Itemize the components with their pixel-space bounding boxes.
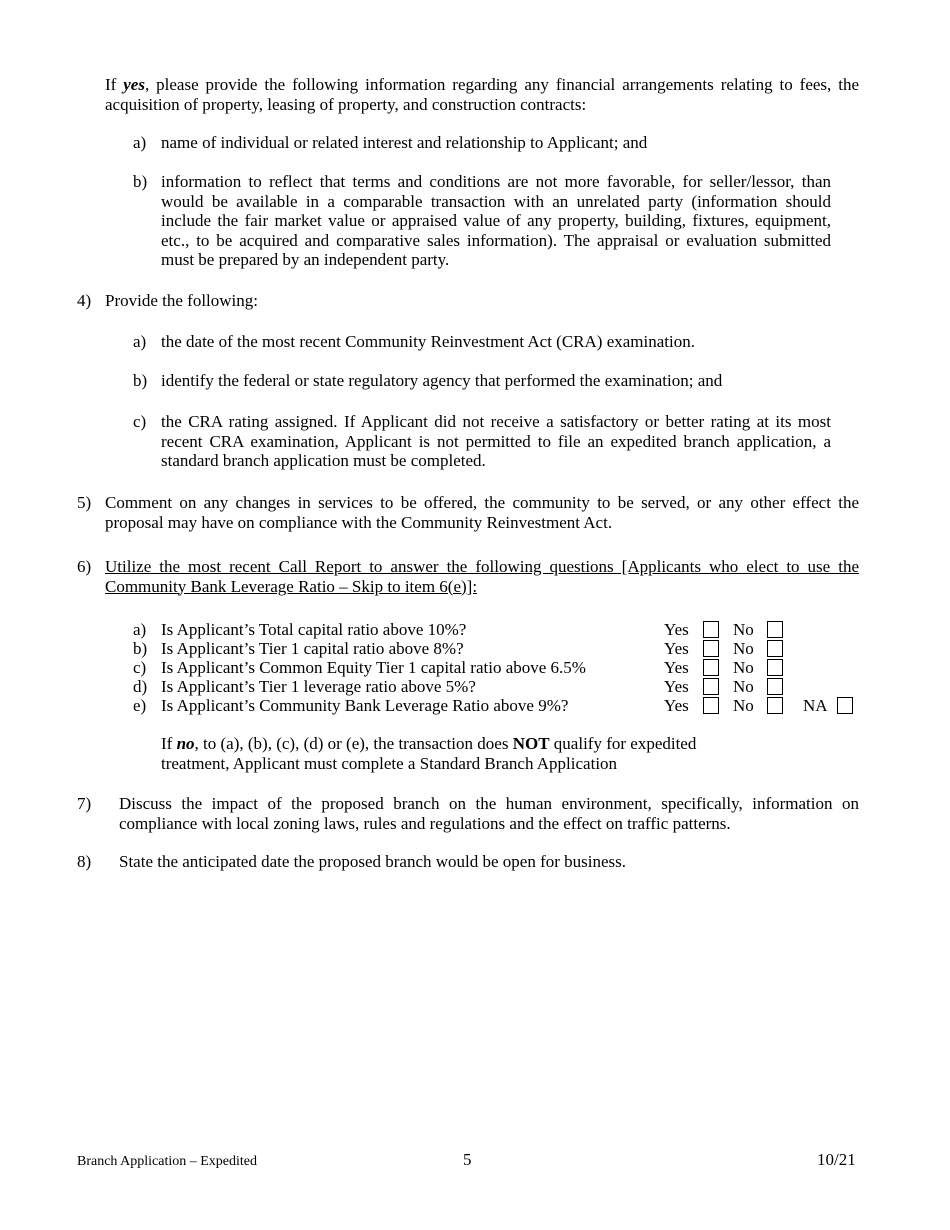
no-label: No [733, 620, 754, 639]
item-number: 6) [77, 557, 92, 576]
na-label: NA [803, 696, 828, 715]
yes-label: Yes [664, 620, 689, 639]
item-text: State the anticipated date the proposed branch would be open for business. [119, 852, 627, 871]
intro-item-b [133, 172, 831, 270]
item-text: name of individual or related interest and relationship to Applicant; and [161, 133, 648, 152]
item-label: a) [133, 133, 147, 152]
intro-emphasis: yes [123, 75, 145, 94]
item-text: Discuss the impact of the proposed branch on the human environment, specifically, information on compliance with local zoning laws, rules and regulations and the effect on traffic patterns. [119, 794, 859, 833]
no-checkbox[interactable] [767, 659, 783, 676]
yes-label: Yes [664, 677, 689, 696]
question-label: b) [133, 639, 148, 658]
item-label: a) [133, 332, 147, 351]
no-label: No [733, 658, 754, 677]
item-7 [77, 794, 859, 833]
question-row-d [133, 677, 863, 696]
item-8 [77, 852, 859, 872]
yes-label: Yes [664, 696, 689, 715]
note-mid: , to (a), (b), (c), (d) or (e), the transaction does [194, 734, 513, 753]
item-text: Comment on any changes in services to be offered, the community to be served, or any other effect the proposal may have on compliance with the Community Reinvestment Act. [105, 493, 859, 532]
question-label: c) [133, 658, 147, 677]
item-number: 4) [77, 291, 92, 310]
intro-paragraph [105, 75, 859, 114]
note-bold: NOT [512, 734, 550, 753]
item-4c [133, 412, 831, 471]
item-text: the date of the most recent Community Reinvestment Act (CRA) examination. [161, 332, 695, 351]
item-number: 7) [77, 794, 92, 813]
item-4 [77, 291, 859, 311]
item-text: information to reflect that terms and conditions are not more favorable, for seller/lessor, than would be available in a comparable transaction with an unrelated party (information should include the fair market value or appraised value of any property, building, fixtures, equipment, etc., to be acquired and comparative sales information). The appraisal or evaluation submitted must be prepared by an independent party. [161, 172, 831, 269]
item-label: b) [133, 371, 148, 390]
no-label: No [733, 696, 754, 715]
note-emphasis: no [176, 734, 195, 753]
question-label: a) [133, 620, 147, 639]
note-line1-end: qualify for expedited [549, 734, 697, 753]
question-text: Is Applicant’s Tier 1 leverage ratio above 5%? [161, 677, 476, 696]
item-text: identify the federal or state regulatory agency that performed the examination; and [161, 371, 723, 390]
yes-checkbox[interactable] [703, 697, 719, 714]
item-6-note [161, 734, 801, 773]
no-checkbox[interactable] [767, 621, 783, 638]
yes-checkbox[interactable] [703, 621, 719, 638]
no-label: No [733, 639, 754, 658]
no-checkbox[interactable] [767, 678, 783, 695]
question-row-a [133, 620, 863, 639]
footer-left: Branch Application – Expedited [77, 1154, 258, 1169]
question-row-b [133, 639, 863, 658]
item-6 [77, 557, 859, 596]
item-4a [133, 332, 831, 352]
item-text: the CRA rating assigned. If Applicant did not receive a satisfactory or better rating at its most recent CRA examination, Applicant is not permitted to file an expedited branch application, a standard branch application must be completed. [161, 412, 831, 470]
yes-label: Yes [664, 658, 689, 677]
item-text: Provide the following: [105, 291, 258, 310]
note-prefix: If [161, 734, 177, 753]
item-4b [133, 371, 831, 391]
no-label: No [733, 677, 754, 696]
item-label: c) [133, 412, 147, 431]
yes-checkbox[interactable] [703, 659, 719, 676]
item-text: Utilize the most recent Call Report to answer the following questions [Applicants who elect to use the Community Bank Leverage Ratio – Skip to item 6(e)]: [105, 557, 859, 596]
item-label: b) [133, 172, 148, 191]
no-checkbox[interactable] [767, 697, 783, 714]
question-text: Is Applicant’s Community Bank Leverage Ratio above 9%? [161, 696, 569, 715]
note-line-1 [161, 734, 801, 754]
question-text: Is Applicant’s Tier 1 capital ratio above 8%? [161, 639, 464, 658]
yes-label: Yes [664, 639, 689, 658]
question-row-c [133, 658, 863, 677]
question-label: d) [133, 677, 148, 696]
intro-item-a [133, 133, 831, 153]
intro-text: , please provide the following information regarding any financial arrangements relating to fees, the acquisition of property, leasing of property, and construction contracts: [105, 75, 859, 114]
item-5 [77, 493, 859, 532]
question-row-e [133, 696, 863, 715]
question-text: Is Applicant’s Common Equity Tier 1 capital ratio above 6.5% [161, 658, 586, 677]
footer-revision-date: 10/21 [817, 1150, 856, 1169]
yes-checkbox[interactable] [703, 678, 719, 695]
question-label: e) [133, 696, 147, 715]
no-checkbox[interactable] [767, 640, 783, 657]
item-number: 8) [77, 852, 92, 871]
footer-page-number: 5 [463, 1150, 472, 1169]
item-number: 5) [77, 493, 92, 512]
intro-prefix: If [105, 75, 124, 94]
note-line-2: treatment, Applicant must complete a Standard Branch Application [161, 753, 618, 773]
yes-checkbox[interactable] [703, 640, 719, 657]
na-checkbox[interactable] [837, 697, 853, 714]
question-text: Is Applicant’s Total capital ratio above 10%? [161, 620, 467, 639]
